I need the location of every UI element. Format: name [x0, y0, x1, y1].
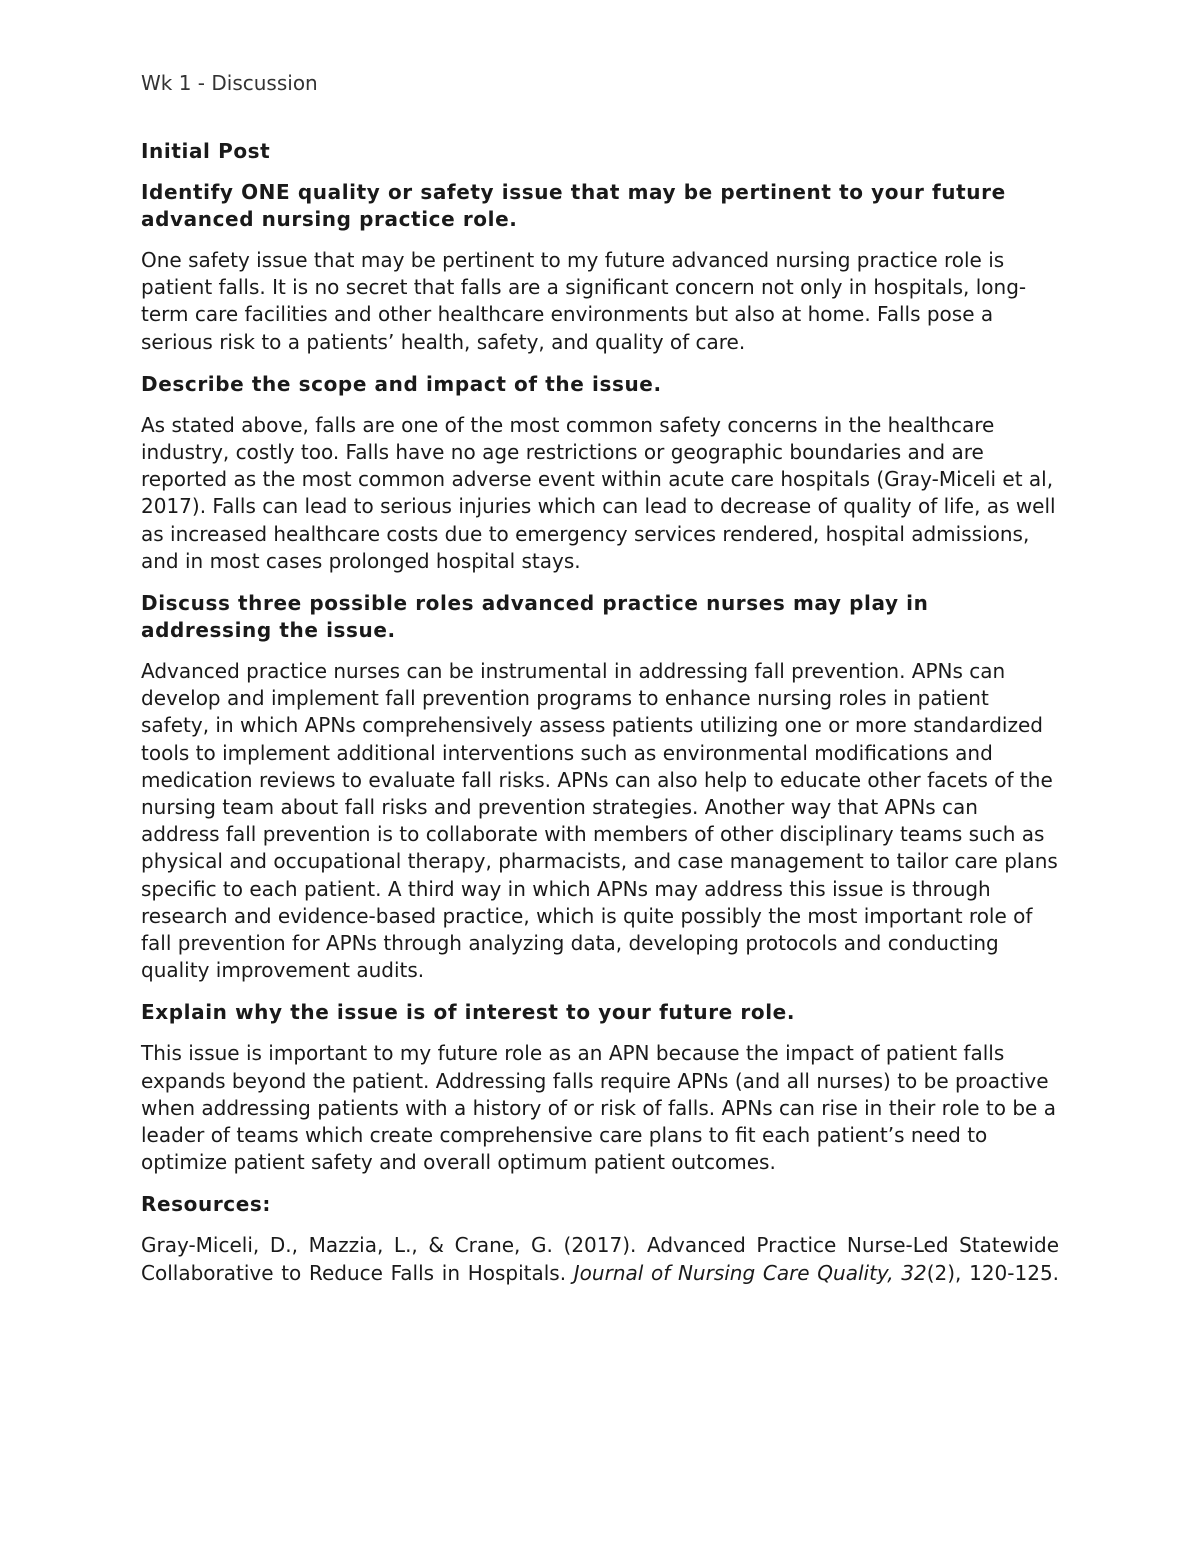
question-2: Describe the scope and impact of the issue. — [141, 371, 662, 396]
answer-3: Advanced practice nurses can be instrumental in addressing fall prevention. APNs can develop and implement fall prevention programs to enhance nursing roles in patient safety, in which APNs comprehensively assess patients utilizing one or more standardized tools to implement additional interventions such as environmental modifications and medication reviews to evaluate fall risks. APNs can also help to educate other facets of the nursing team about fall risks and prevention strategies. Another way that APNs can address fall prevention is to collaborate with members of other disciplinary teams such as physical and occupational therapy, pharmacists, and case management to tailor care plans specific to each patient. A third way in which APNs may address this issue is through research and evidence-based practice, which is quite possibly the most important role of fall prevention for APNs through analyzing data, developing protocols and conducting quality improvement audits. — [141, 659, 1058, 983]
document-page — [141, 70, 1059, 1287]
answer-1: One safety issue that may be pertinent to my future advanced nursing practice role is patient falls. It is no secret that falls are a significant concern not only in hospitals, long-term care facilities and other healthcare environments but also at home. Falls pose a serious risk to a patients’ health, safety, and quality of care. — [141, 248, 1027, 354]
answer-4: This issue is important to my future role as an APN because the impact of patient falls expands beyond the patient. Addressing falls require APNs (and all nurses) to be proactive when addressing patients with a history of or risk of falls. APNs can rise in their role to be a leader of teams which create comprehensive care plans to fit each patient’s need to optimize patient safety and overall optimum patient outcomes. — [141, 1041, 1056, 1175]
citation-pages: 120-125. — [969, 1260, 1060, 1285]
citation — [141, 1232, 1059, 1287]
initial-post-heading: Initial Post — [141, 139, 271, 163]
document-header: Wk 1 - Discussion — [141, 71, 318, 95]
citation-journal: Journal of Nursing Care Quality, — [573, 1260, 894, 1285]
question-3: Discuss three possible roles advanced practice nurses may play in addressing the issue. — [141, 591, 929, 643]
question-4: Explain why the issue is of interest to your future role. — [141, 1000, 796, 1025]
question-1: Identify ONE quality or safety issue that may be pertinent to your future advanced nursing practice role. — [141, 180, 1006, 231]
answer-2: As stated above, falls are one of the most common safety concerns in the healthcare industry, costly too. Falls have no age restrictions or geographic boundaries and are reported as the most common adverse event within acute care hospitals (Gray-Miceli et al, 2017). Falls can lead to serious injuries which can lead to decrease of quality of life, as well as increased healthcare costs due to emergency services rendered, hospital admissions, and in most cases prolonged hospital stays. — [141, 412, 1056, 573]
resources-heading: Resources: — [141, 1192, 272, 1217]
citation-issue: (2), — [926, 1260, 962, 1285]
citation-authors: Gray-Miceli, D., Mazzia, L., & Crane, G. (2017). Advanced Practice Nurse-Led Statewide Collaborative to Reduce Falls in Hospitals. — [141, 1233, 1059, 1285]
citation-volume: 32 — [901, 1260, 927, 1285]
